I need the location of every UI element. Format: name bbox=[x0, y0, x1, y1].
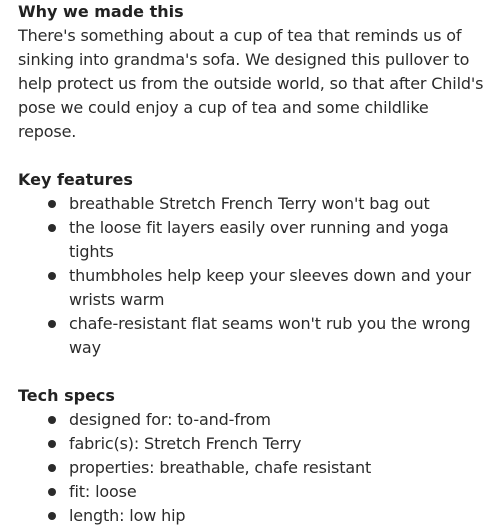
tech-specs-heading: Tech specs bbox=[18, 386, 115, 405]
list-item bbox=[18, 456, 485, 480]
list-item bbox=[18, 480, 485, 504]
tech-specs-list bbox=[18, 408, 485, 528]
bullet-icon bbox=[48, 464, 56, 472]
list-item bbox=[18, 216, 485, 264]
feature-text: breathable Stretch French Terry won't bag out bbox=[69, 194, 430, 213]
bullet-icon bbox=[48, 440, 56, 448]
bullet-icon bbox=[48, 224, 56, 232]
section-spacer bbox=[18, 144, 485, 168]
list-item bbox=[18, 312, 485, 360]
feature-text: the loose fit layers easily over running and yoga tights bbox=[69, 218, 449, 261]
list-item bbox=[18, 192, 485, 216]
bullet-icon bbox=[48, 512, 56, 520]
feature-text: chafe-resistant flat seams won't rub you the wrong way bbox=[69, 314, 471, 357]
list-item bbox=[18, 432, 485, 456]
key-features-heading: Key features bbox=[18, 170, 133, 189]
spec-text: length: low hip bbox=[69, 506, 186, 525]
spec-text: fit: loose bbox=[69, 482, 137, 501]
feature-text: thumbholes help keep your sleeves down and your wrists warm bbox=[69, 266, 471, 309]
bullet-icon bbox=[48, 488, 56, 496]
bullet-icon bbox=[48, 320, 56, 328]
why-we-made-this-heading: Why we made this bbox=[18, 2, 184, 21]
key-features-list bbox=[18, 192, 485, 360]
why-we-made-this-text: There's something about a cup of tea that reminds us of sinking into grandma's sofa. We designed this pullover to help protect us from the outside world, so that after Child's pose we could enjoy a cup of tea and some childlike repose. bbox=[18, 26, 484, 141]
list-item bbox=[18, 264, 485, 312]
spec-text: designed for: to-and-from bbox=[69, 410, 271, 429]
list-item bbox=[18, 408, 485, 432]
bullet-icon bbox=[48, 416, 56, 424]
list-item bbox=[18, 504, 485, 528]
bullet-icon bbox=[48, 272, 56, 280]
spec-text: fabric(s): Stretch French Terry bbox=[69, 434, 302, 453]
bullet-icon bbox=[48, 200, 56, 208]
section-spacer bbox=[18, 360, 485, 384]
spec-text: properties: breathable, chafe resistant bbox=[69, 458, 372, 477]
